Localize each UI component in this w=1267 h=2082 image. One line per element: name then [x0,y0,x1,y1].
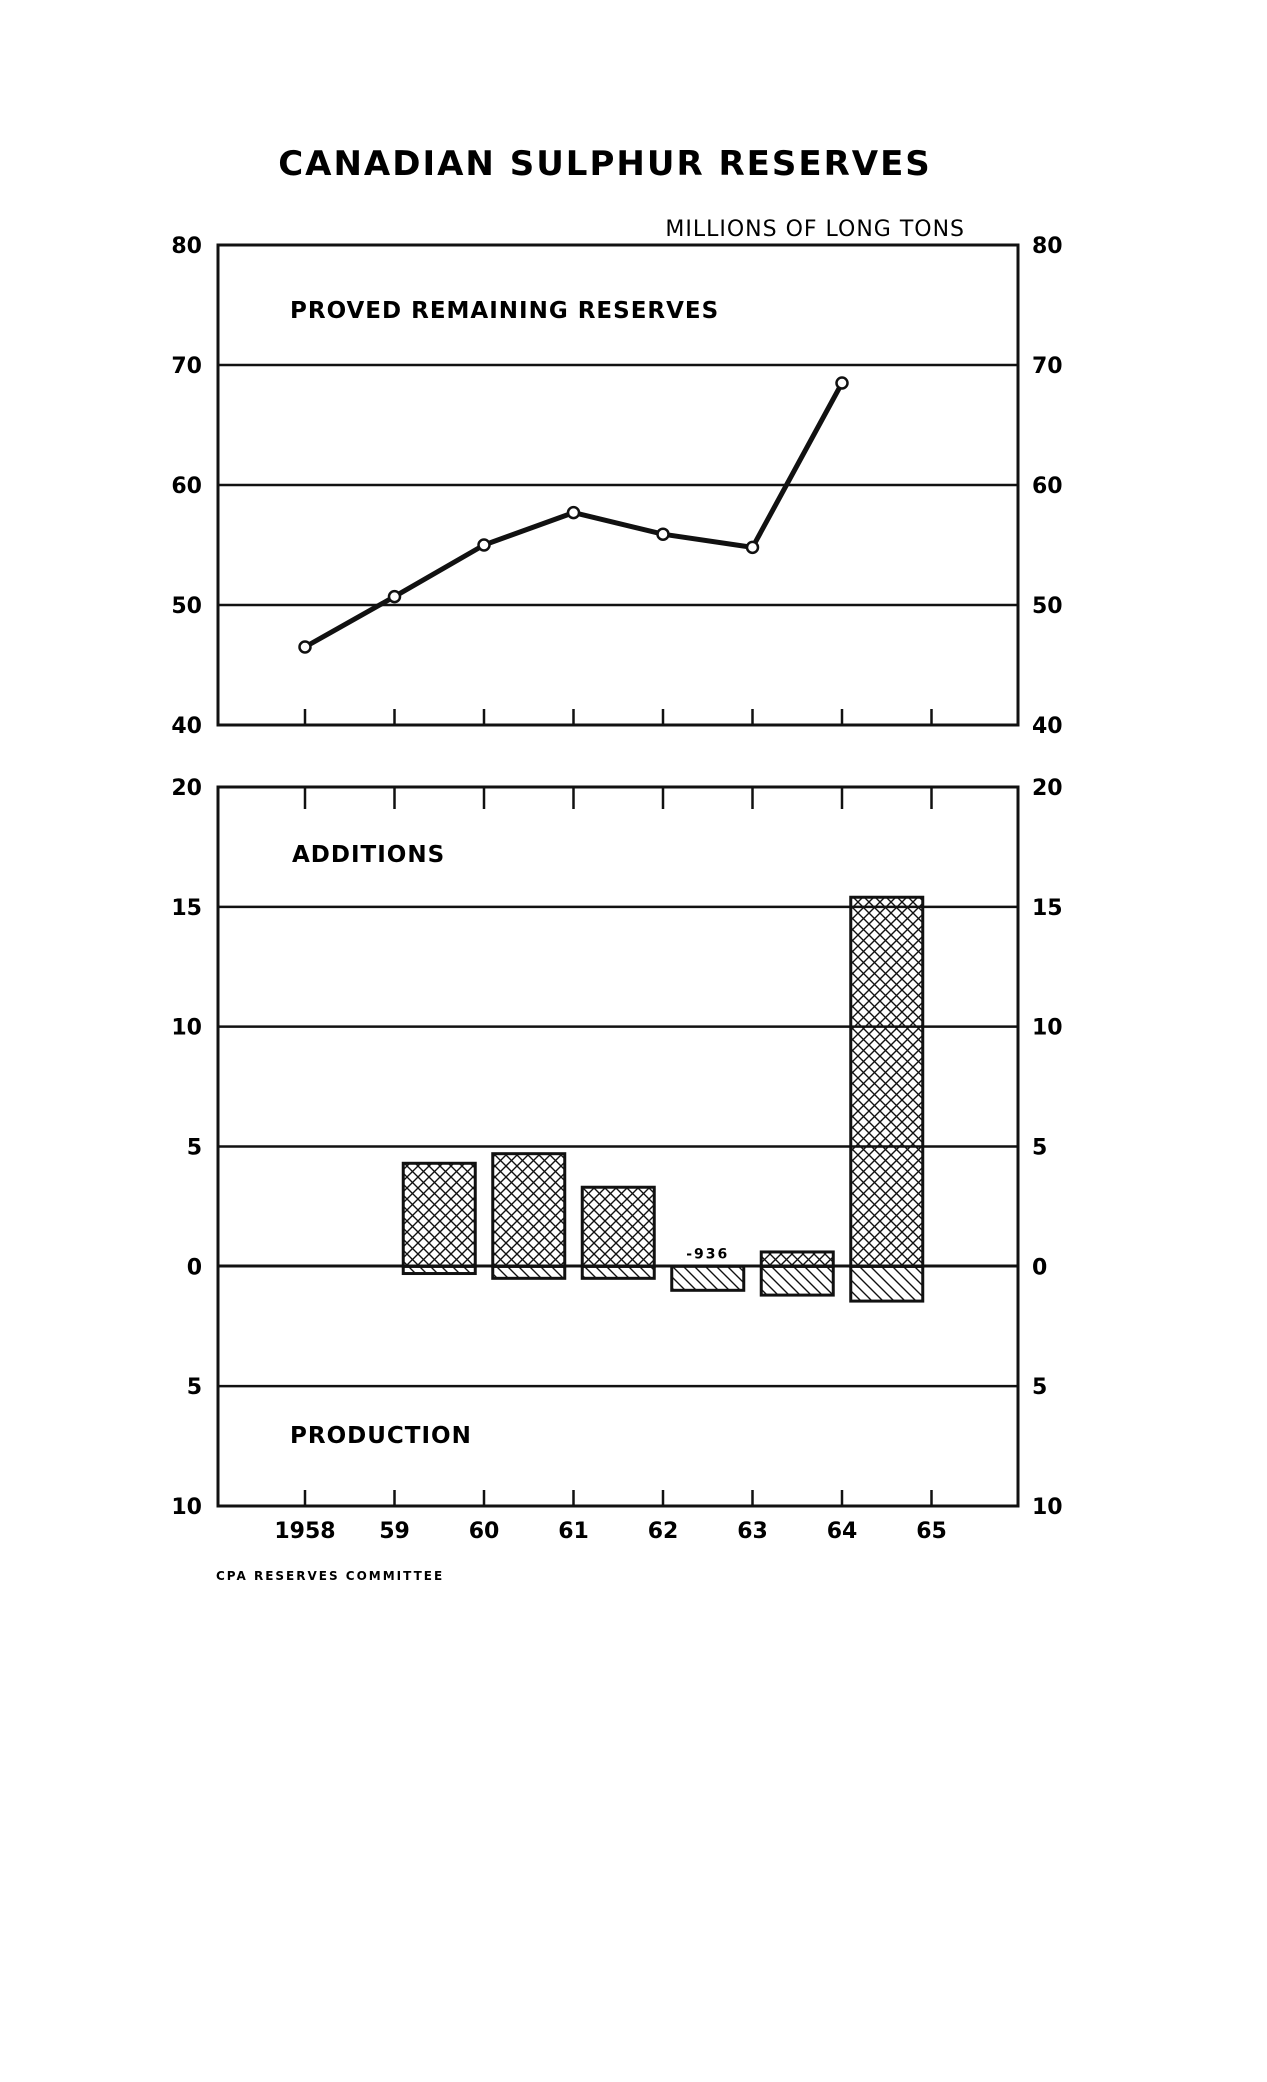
unit-label: MILLIONS OF LONG TONS [665,217,965,242]
additions-y-tick-label: 15 [1032,895,1063,921]
additions-panel-label: ADDITIONS [292,842,446,868]
addition-bar [761,1252,833,1266]
production-panel-label: PRODUCTION [290,1423,472,1449]
reserves-y-tick-label: 80 [1032,234,1063,259]
x-tick-label: 59 [379,1519,410,1544]
reserves-panel-label: PROVED REMAINING RESERVES [290,298,720,324]
additions-y-tick-label: 10 [1032,1495,1063,1520]
additions-y-tick-label: 10 [1032,1015,1063,1041]
production-bar [493,1266,565,1278]
additions-y-tick-label: 10 [171,1495,202,1520]
additions-y-tick-label: 5 [1032,1375,1048,1401]
production-bar [672,1266,744,1290]
x-tick-label: 63 [737,1519,768,1544]
additions-production-panel [171,776,1062,1520]
additions-y-tick-label: 5 [186,1135,202,1161]
production-bar [761,1266,833,1295]
reserves-y-tick-labels-right [1032,234,1063,739]
reserves-point [837,378,848,389]
x-tick-label: 65 [916,1519,947,1544]
x-tick-label: 1958 [274,1519,336,1544]
addition-bar [493,1154,565,1267]
addition-bar [403,1163,475,1266]
reserves-point [479,540,490,551]
reserves-point [389,591,400,602]
reserves-y-tick-label: 60 [1032,474,1063,499]
reserves-y-tick-label: 70 [171,354,202,379]
chart-title: CANADIAN SULPHUR RESERVES [278,144,932,184]
x-tick-label: 62 [647,1519,679,1544]
x-tick-label: 64 [826,1519,858,1544]
x-tick-label: 60 [468,1519,500,1544]
x-tick-label: 61 [558,1519,589,1544]
additions-y-tick-label: 5 [186,1375,202,1401]
reserves-y-tick-labels-left [171,234,202,739]
x-axis-tick-labels [274,1519,946,1544]
reserves-x-ticks [305,709,932,725]
production-bar [582,1266,654,1278]
reserves-y-tick-label: 40 [1032,714,1063,739]
addition-bar [851,897,923,1266]
reserves-series [300,378,848,653]
reserves-gridlines [218,365,1018,605]
reserves-panel [171,234,1062,739]
additions-y-tick-label: 20 [171,776,202,801]
source-note: CPA RESERVES COMMITTEE [216,1569,445,1583]
reserves-point [658,529,669,540]
reserves-y-tick-label: 60 [171,474,202,499]
production-bar [851,1266,923,1301]
additions-y-tick-label: 10 [171,1015,202,1041]
bar-data-label: -936 [686,1246,730,1263]
reserves-y-tick-label: 50 [171,594,202,619]
addition-bar [582,1187,654,1266]
reserves-y-tick-label: 70 [1032,354,1063,379]
reserves-point [300,642,311,653]
reserves-point [568,507,579,518]
reserves-y-tick-label: 50 [1032,594,1063,619]
additions-y-tick-labels-right [1032,776,1063,1520]
additions-y-tick-labels-left [171,776,202,1520]
bar-data-labels [686,1246,729,1262]
additions-y-tick-label: 5 [1032,1135,1048,1161]
additions-y-tick-label: 20 [1032,776,1063,801]
additions-y-tick-label: 0 [1032,1255,1048,1281]
reserves-point [747,542,758,553]
reserves-y-tick-label: 80 [171,234,202,259]
reserves-y-tick-label: 40 [171,714,202,739]
additions-y-tick-label: 0 [186,1255,202,1281]
additions-bars [403,897,923,1301]
additions-y-tick-label: 15 [171,895,202,921]
